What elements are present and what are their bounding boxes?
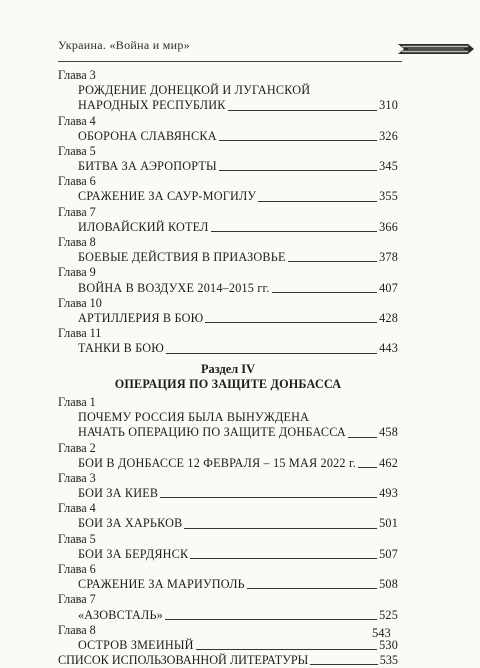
- section-title: ОПЕРАЦИЯ ПО ЗАЩИТЕ ДОНБАССА: [114, 376, 342, 391]
- dot-leader: [211, 230, 378, 232]
- chapter-label: Глава 4: [58, 113, 96, 128]
- toc-entry-page: 443: [379, 341, 398, 356]
- toc-entry-title: АРТИЛЛЕРИЯ В БОЮ: [78, 310, 204, 325]
- dot-leader: [272, 291, 378, 293]
- toc-entry-title: СПИСОК ИСПОЛЬЗОВАННОЙ ЛИТЕРАТУРЫ: [58, 653, 309, 668]
- toc-entry-title: ВОЙНА В ВОЗДУХЕ 2014–2015 гг.: [78, 280, 270, 295]
- chapter-label: Глава 4: [58, 501, 96, 516]
- dot-leader: [348, 436, 377, 438]
- toc-entry-title: ТАНКИ В БОЮ: [78, 341, 165, 356]
- chapter-label: Глава 10: [58, 295, 102, 310]
- toc-entry-title: БОЕВЫЕ ДЕЙСТВИЯ В ПРИАЗОВЬЕ: [78, 250, 286, 265]
- toc-entry: [58, 547, 398, 562]
- dot-leader: [358, 466, 377, 468]
- toc-entry-page: 493: [379, 486, 398, 501]
- toc-entry-title: ИЛОВАЙСКИЙ КОТЕЛ: [78, 219, 209, 234]
- toc-entry-title: СРАЖЕНИЕ ЗА МАРИУПОЛЬ: [78, 577, 245, 592]
- toc-entry-page: 326: [379, 128, 398, 143]
- toc-entry-page: 501: [379, 516, 398, 531]
- toc-entry: [58, 653, 398, 668]
- toc-entry: [58, 159, 398, 174]
- toc-entry-title: БОИ ЗА БЕРДЯНСК: [78, 546, 189, 561]
- dot-leader: [310, 663, 377, 665]
- dot-leader: [205, 321, 377, 323]
- toc-entry: [58, 425, 398, 440]
- toc-entry-title: СРАЖЕНИЕ ЗА САУР-МОГИЛУ: [78, 189, 257, 204]
- page-number: 543: [372, 626, 391, 640]
- toc-entry-page: 462: [379, 455, 398, 470]
- toc-entry-page: 345: [379, 159, 398, 174]
- dot-leader: [247, 587, 377, 589]
- toc-entry-page: 355: [379, 189, 398, 204]
- chapter-label: Глава 8: [58, 235, 96, 250]
- toc-entry: [58, 608, 398, 623]
- chapter-label: Глава 5: [58, 531, 96, 546]
- chapter-title-line: РОЖДЕНИЕ ДОНЕЦКОЙ И ЛУГАНСКОЙ: [78, 83, 311, 98]
- toc-entry: [58, 456, 398, 471]
- toc-entry: [58, 638, 398, 653]
- chapter-label: Глава 8: [58, 622, 96, 637]
- toc-entry-page: 458: [379, 425, 398, 440]
- toc-entry-title: БОИ ЗА ХАРЬКОВ: [78, 516, 183, 531]
- running-title: Украина. «Война и мир»: [58, 38, 190, 52]
- dot-leader: [166, 352, 377, 354]
- toc-entry-title: ОСТРОВ ЗМЕИНЫЙ: [78, 637, 194, 652]
- dot-leader: [258, 200, 377, 202]
- table-of-contents: [58, 68, 398, 668]
- toc-entry-title: БИТВА ЗА АЭРОПОРТЫ: [78, 159, 217, 174]
- st-george-ribbon-icon: [398, 42, 474, 56]
- running-header: [58, 38, 402, 54]
- chapter-label: Глава 6: [58, 174, 96, 189]
- toc-entry-title: БОИ ЗА КИЕВ: [78, 486, 159, 501]
- toc-entry: [58, 486, 398, 501]
- dot-leader: [165, 618, 377, 620]
- toc-entry-page: 310: [379, 98, 398, 113]
- toc-entry: [58, 129, 398, 144]
- toc-entry-page: 525: [379, 607, 398, 622]
- toc-entry: [58, 341, 398, 356]
- toc-entry: [58, 577, 398, 592]
- toc-entry: [58, 190, 398, 205]
- chapter-label: Глава 9: [58, 265, 96, 280]
- toc-entry: [58, 516, 398, 531]
- chapter-label: Глава 6: [58, 562, 96, 576]
- toc-entry: [58, 250, 398, 265]
- toc-entry: [58, 98, 398, 113]
- chapter-label: Глава 2: [58, 440, 96, 455]
- toc-entry-page: 508: [379, 577, 398, 592]
- dot-leader: [160, 496, 377, 498]
- chapter-label: Глава 3: [58, 68, 96, 82]
- chapter-label: Глава 1: [58, 394, 96, 409]
- toc-entry-page: 507: [379, 546, 398, 561]
- header-rule: [58, 61, 402, 62]
- dot-leader: [190, 557, 377, 559]
- chapter-label: Глава 7: [58, 592, 96, 607]
- toc-entry-title: БОИ В ДОНБАССЕ 12 ФЕВРАЛЯ – 15 МАЯ 2022 г.: [78, 455, 357, 470]
- chapter-label: Глава 5: [58, 143, 96, 158]
- toc-entry: [58, 281, 398, 296]
- toc-entry-title: «АЗОВСТАЛЬ»: [78, 607, 163, 622]
- dot-leader: [288, 260, 378, 262]
- dot-leader: [228, 109, 378, 111]
- toc-entry: [58, 311, 398, 326]
- toc-entry-title: ОБОРОНА СЛАВЯНСКА: [78, 128, 217, 143]
- chapter-title-line: ПОЧЕМУ РОССИЯ БЫЛА ВЫНУЖДЕНА: [78, 410, 310, 425]
- toc-entry-page: 407: [379, 280, 398, 295]
- toc-entry-title: НАЧАТЬ ОПЕРАЦИЮ ПО ЗАЩИТЕ ДОНБАССА: [78, 425, 346, 440]
- dot-leader: [219, 139, 377, 141]
- chapter-label: Глава 7: [58, 204, 96, 219]
- dot-leader: [219, 169, 377, 171]
- toc-entry-page: 530: [379, 637, 398, 652]
- section-heading: Раздел IV: [200, 361, 256, 376]
- chapter-label: Глава 3: [58, 470, 96, 485]
- toc-entry-page: 428: [379, 310, 398, 325]
- toc-entry-page: 378: [379, 250, 398, 265]
- dot-leader: [184, 527, 377, 529]
- toc-entry: [58, 220, 398, 235]
- toc-entry-page: 535: [379, 653, 398, 668]
- toc-entry-page: 366: [379, 219, 398, 234]
- toc-entry-title: НАРОДНЫХ РЕСПУБЛИК: [78, 98, 226, 113]
- chapter-label: Глава 11: [58, 326, 102, 341]
